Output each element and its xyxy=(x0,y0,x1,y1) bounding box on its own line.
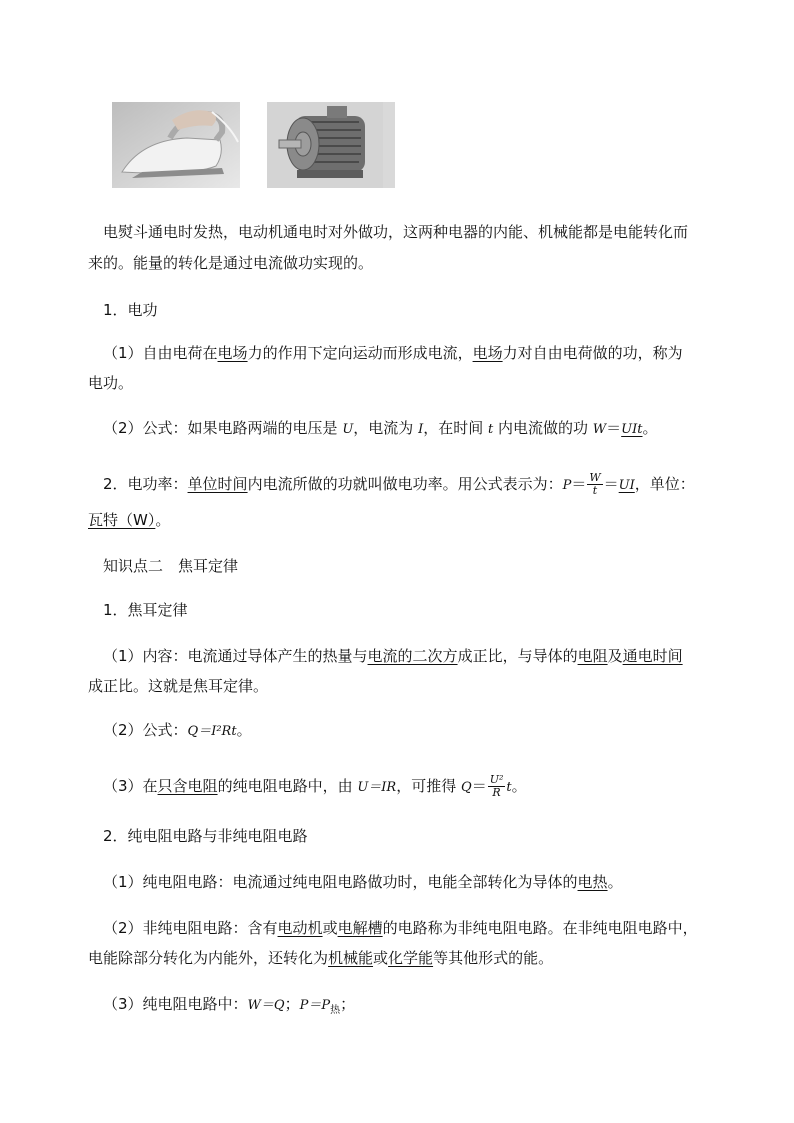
answer-only-resistor: 只含电阻 xyxy=(157,777,218,795)
answer-chemical-energy: 化学能 xyxy=(388,949,434,967)
electric-work-definition: （1）自由电荷在电场力的作用下定向运动而形成电流，电场力对自由电荷做的功，称为 xyxy=(103,344,683,362)
intro-line-2: 来的。能量的转化是通过电流做功实现的。 xyxy=(88,254,374,272)
electric-work-formula: （2）公式：如果电路两端的电压是 U，电流为 I，在时间 t 内电流做的功 W＝UIt。 xyxy=(103,419,658,437)
answer-electric-field-1: 电场 xyxy=(217,344,248,362)
joule-law-content-line-2: 成正比。这就是焦耳定律。 xyxy=(88,677,269,695)
non-pure-resistance-circuit: （2）非纯电阻电路：含有电动机或电解槽的电路称为非纯电阻电路。在非纯电阻电路中， xyxy=(103,919,698,937)
answer-uit: UIt xyxy=(621,422,643,437)
electric-iron-photo xyxy=(112,102,240,188)
joule-law-formula: （2）公式：Q＝I²Rt。 xyxy=(103,721,252,739)
non-pure-resistance-circuit-line-2: 电能除部分转化为内能外，还转化为机械能或化学能等其他形式的能。 xyxy=(88,949,554,967)
electric-work-definition-line-2: 电功。 xyxy=(88,374,134,392)
electric-power-definition: 2．电功率：单位时间内电流所做的功就叫做电功率。用公式表示为：P＝ $\frac{W}{t}$ ＝UI，单位： xyxy=(103,471,695,497)
answer-ui: UI xyxy=(618,478,635,493)
answer-watt: 瓦特（W） xyxy=(88,511,156,529)
answer-time: 通电时间 xyxy=(622,647,683,665)
answer-electric-heat: 电热 xyxy=(577,873,608,891)
pure-resistance-relations: （3）纯电阻电路中：W＝Q；$P=P_热$； xyxy=(103,995,356,1016)
answer-mechanical-energy: 机械能 xyxy=(328,949,374,967)
joule-law-derivation: （3）在只含电阻的纯电阻电路中，由 U＝IR，可推得 Q＝ $\frac{\text{U²}}{R}$ t。 xyxy=(103,773,527,799)
answer-resistance: 电阻 xyxy=(577,647,608,665)
answer-current-squared: 电流的二次方 xyxy=(367,647,458,665)
pure-resistance-circuit: （1）纯电阻电路：电流通过纯电阻电路做功时，电能全部转化为导体的电热。 xyxy=(103,873,623,891)
knowledge-point-2-title: 知识点二 焦耳定律 xyxy=(103,557,239,575)
intro-line-1: 电熨斗通电时发热，电动机通电时对外做功，这两种电器的内能、机械能都是电能转化而 xyxy=(103,223,689,241)
answer-electrolytic-cell: 电解槽 xyxy=(337,919,383,937)
section-circuits-title: 2．纯电阻电路与非纯电阻电路 xyxy=(103,827,308,845)
fraction-u2-over-r: $\frac{\text{U²}}{R}$ xyxy=(489,773,504,799)
answer-electric-field-2: 电场 xyxy=(472,344,503,362)
section-joule-law-title: 1．焦耳定律 xyxy=(103,601,188,619)
electric-power-unit: 瓦特（W）。 xyxy=(88,511,171,529)
answer-motor: 电动机 xyxy=(277,919,323,937)
section-electric-work-title: 1．电功 xyxy=(103,301,158,319)
answer-unit-time: 单位时间 xyxy=(187,475,248,493)
electric-motor-photo xyxy=(267,102,395,188)
joule-law-content: （1）内容：电流通过导体产生的热量与电流的二次方成正比，与导体的电阻及通电时间 xyxy=(103,647,683,665)
fraction-w-over-t: $\frac{W}{t}$ xyxy=(589,471,601,497)
